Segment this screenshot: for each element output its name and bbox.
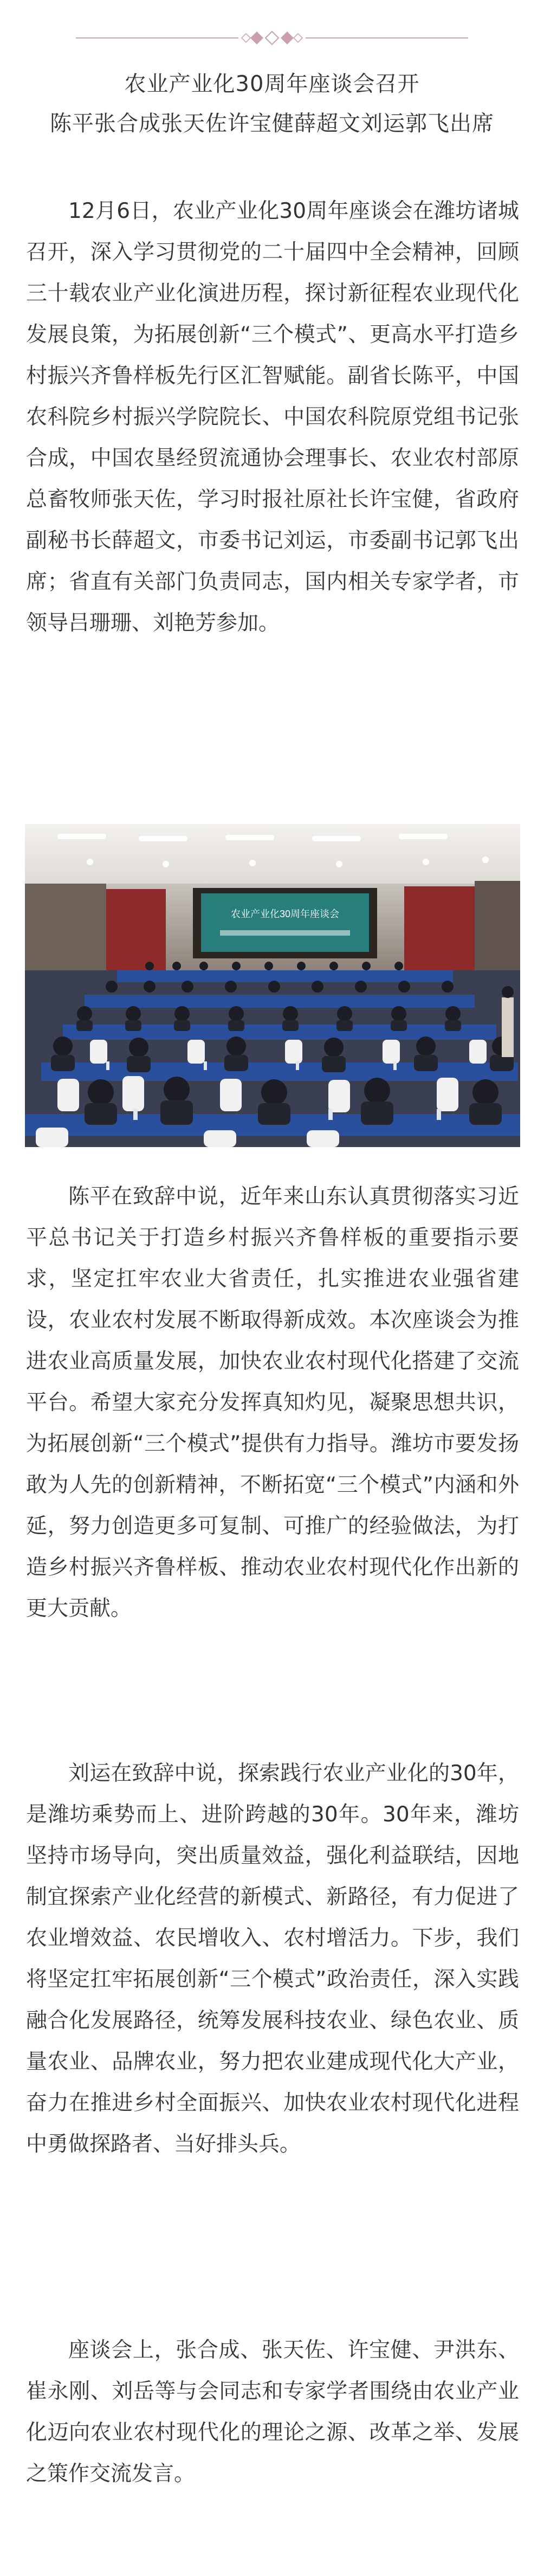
diamond-ornament-icon (242, 31, 302, 44)
header-divider-ornament (76, 22, 468, 54)
headline-line-1: 农业产业化30周年座谈会召开 (124, 72, 420, 96)
paragraph-discussion: 座谈会上，张合成、张天佐、许宝健、尹洪东、崔永刚、刘岳等与会同志和专家学者围绕由农业产业化迈向农业农村现代化的理论之源、改革之举、发展之策作交流发言。 (26, 2338, 519, 2486)
headline-line-2: 陈平张合成张天佐许宝健薛超文刘运郭飞出席 (50, 111, 494, 136)
meeting-photo (25, 824, 520, 1147)
banner-text: 农业产业化30周年座谈会 (230, 909, 340, 919)
paragraph-chen-ping-speech: 陈平在致辞中说，近年来山东认真贯彻落实习近平总书记关于打造乡村振兴齐鲁样板的重要指示要求，坚定扛牢农业大省责任，扎实推进农业强省建设，农业农村发展不断取得新成效。本次座谈会为推进农业高质量发展，加快农业农村现代化搭建了交流平台。希望大家充分发挥真知灼见，凝聚思想共识，为拓展创新“三个模式”提供有力指导。潍坊市要发扬敢为人先的创新精神，不断拓宽“三个模式”内涵和外延，努力创造更多可复制、可推广的经验做法，为打造乡村振兴齐鲁样板、推动农业农村现代化作出新的更大贡献。 (26, 1184, 519, 1621)
paragraph-liu-yun-speech: 刘运在致辞中说，探索践行农业产业化的30年，是潍坊乘势而上、进阶跨越的30年。30年来，潍坊坚持市场导向，突出质量效益，强化利益联结，因地制宜探索产业化经营的新模式、新路径，有力促进了农业增效益、农民增收入、农村增活力。下步，我们将坚定扛牢拓展创新“三个模式”政治责任，深入实践融合化发展路径，统筹发展科技农业、绿色农业、质量农业、品牌农业，努力把农业建成现代化大产业，奋力在推进乡村全面振兴、加快农业农村现代化进程中勇做探路者、当好排头兵。 (26, 1761, 519, 2156)
paragraph-intro: 12月6日，农业产业化30周年座谈会在潍坊诸城召开，深入学习贯彻党的二十届四中全会精神，回顾三十载农业产业化演进历程，探讨新征程农业现代化发展良策，为拓展创新“三个模式”、更高水平打造乡村振兴齐鲁样板先行区汇智赋能。副省长陈平，中国农科院乡村振兴学院院长、中国农科院原党组书记张合成，中国农垦经贸流通协会理事长、农业农村部原总畜牧师张天佐，学习时报社原社长许宝健，省政府副秘书长薛超文，市委书记刘运，市委副书记郭飞出席；省直有关部门负责同志，国内相关专家学者，市领导吕珊珊、刘艳芳参加。 (26, 199, 519, 635)
